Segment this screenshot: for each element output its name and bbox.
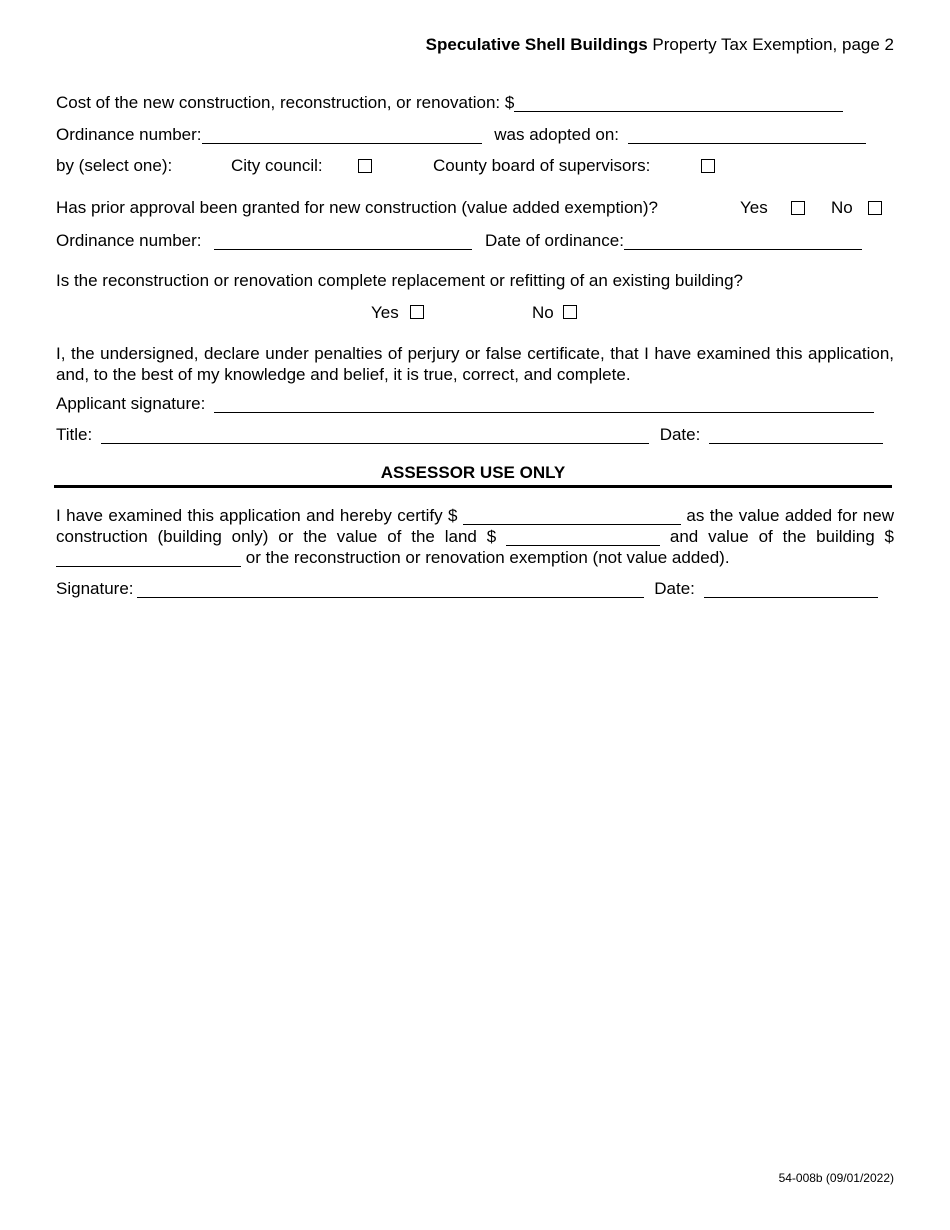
title-input[interactable]	[101, 427, 649, 444]
certify-text-2: as the value added for new construction (building only) or the value of the land $	[56, 506, 894, 546]
building-value-input[interactable]	[56, 550, 241, 567]
ordinance-number-input-2[interactable]	[214, 233, 472, 250]
certify-amount-input[interactable]	[463, 508, 681, 525]
reconstruction-yes-checkbox[interactable]	[410, 305, 424, 319]
form-number: 54-008b (09/01/2022)	[778, 1171, 894, 1185]
assessor-certification	[56, 505, 894, 568]
adopted-on-input[interactable]	[628, 127, 866, 144]
title-row	[56, 425, 883, 445]
applicant-signature-input[interactable]	[214, 396, 874, 413]
assessor-signature-label: Signature:	[56, 579, 134, 598]
ordinance-row	[56, 125, 866, 145]
page-header	[426, 35, 894, 55]
reconstruction-yes-label: Yes	[371, 303, 399, 322]
certify-text-1: I have examined this application and hereby certify $	[56, 506, 458, 525]
date-input[interactable]	[709, 427, 883, 444]
city-council-label: City council:	[231, 156, 323, 175]
reconstruction-no-label: No	[532, 303, 554, 322]
county-board-checkbox[interactable]	[701, 159, 715, 173]
applicant-signature-row	[56, 394, 874, 414]
prior-approval-question: Has prior approval been granted for new construction (value added exemption)?	[56, 198, 658, 217]
assessor-signature-row	[56, 579, 878, 599]
ordinance-number-label-2: Ordinance number:	[56, 231, 202, 250]
select-one-label: by (select one):	[56, 156, 173, 175]
date-of-ordinance-label: Date of ordinance:	[485, 231, 624, 250]
assessor-divider	[54, 485, 892, 488]
date-label: Date:	[659, 425, 701, 444]
certify-text-3: and value of the building $	[669, 527, 894, 546]
prior-approval-yes-label: Yes	[740, 198, 768, 217]
title-label: Title:	[56, 425, 93, 444]
cost-label: Cost of the new construction, reconstruction, or renovation: $	[56, 93, 515, 112]
ordinance-number-input[interactable]	[202, 127, 482, 144]
land-value-input[interactable]	[506, 529, 660, 546]
ordinance-number-label: Ordinance number:	[56, 125, 202, 144]
city-council-checkbox[interactable]	[358, 159, 372, 173]
adopted-on-label: was adopted on:	[494, 125, 620, 144]
prior-approval-no-checkbox[interactable]	[868, 201, 882, 215]
reconstruction-question: Is the reconstruction or renovation complete replacement or refitting of an existing building?	[56, 271, 743, 290]
declaration-text: I, the undersigned, declare under penalties of perjury or false certificate, that I have examined this application, and, to the best of my knowledge and belief, it is true, correct, and complete.	[56, 344, 894, 384]
header-form-name: Speculative Shell Buildings	[425, 35, 648, 54]
assessor-date-label: Date:	[654, 579, 695, 598]
prior-approval-yes-checkbox[interactable]	[791, 201, 805, 215]
cost-row	[56, 93, 843, 113]
assessor-heading: ASSESSOR USE ONLY	[380, 463, 566, 482]
ordinance-row-2	[56, 231, 862, 251]
reconstruction-no-checkbox[interactable]	[563, 305, 577, 319]
assessor-date-input[interactable]	[704, 581, 878, 598]
applicant-signature-label: Applicant signature:	[56, 394, 206, 413]
assessor-signature-input[interactable]	[137, 581, 644, 598]
certify-text-4: or the reconstruction or renovation exemption (not value added).	[245, 548, 730, 567]
cost-input[interactable]	[514, 95, 843, 112]
county-board-label: County board of supervisors:	[433, 156, 651, 175]
prior-approval-no-label: No	[831, 198, 853, 217]
date-of-ordinance-input[interactable]	[624, 233, 862, 250]
header-page: Property Tax Exemption, page 2	[647, 35, 894, 54]
